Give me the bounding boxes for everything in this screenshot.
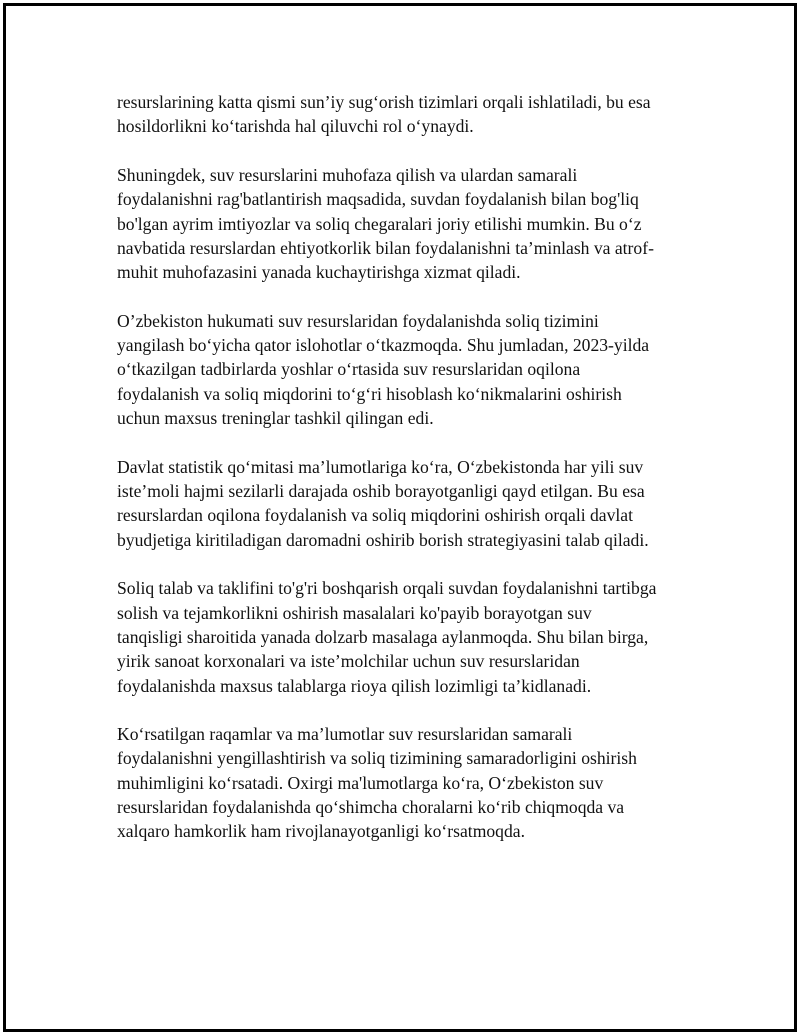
paragraph-6 [117, 722, 677, 843]
text-line: muhimligini ko‘rsatadi. Oxirgi ma'lumotlarga ko‘ra, O‘zbekiston suv [117, 772, 604, 793]
text-line: byudjetiga kiritiladigan daromadni oshirib borish strategiyasini talab qiladi. [117, 529, 649, 550]
paragraph-2 [117, 163, 677, 284]
text-line: tanqisligi sharoitida yanada dolzarb masalaga aylanmoqda. Shu bilan birga, [117, 626, 649, 647]
text-line: xalqaro hamkorlik ham rivojlanayotganligi ko‘rsatmoqda. [117, 821, 525, 842]
text-line: Ko‘rsatilgan raqamlar va ma’lumotlar suv resurslaridan samarali [117, 724, 573, 745]
paragraph-4 [117, 455, 677, 552]
text-line: foydalanishni yengillashtirish va soliq tizimining samaradorligini oshirish [117, 748, 637, 769]
paragraph-3 [117, 309, 677, 430]
text-line: foydalanish va soliq miqdorini to‘g‘ri hisoblash ko‘nikmalarini oshirish [117, 383, 622, 404]
paragraph-1 [117, 90, 677, 139]
text-line: foydalanishni rag'batlantirish maqsadida, suvdan foydalanish bilan bog'liq [117, 189, 639, 210]
text-line: Davlat statistik qo‘mitasi ma’lumotlariga ko‘ra, O‘zbekistonda har yili suv [117, 456, 644, 477]
text-line: solish va tejamkorlikni oshirish masalalari ko'payib borayotgan suv [117, 602, 592, 623]
document-body [117, 90, 677, 868]
text-line: uchun maxsus treninglar tashkil qilingan edi. [117, 408, 434, 429]
text-line: O’zbekiston hukumati suv resurslaridan foydalanishda soliq tizimini [117, 310, 599, 331]
text-line: yirik sanoat korxonalari va iste’molchilar uchun suv resurslaridan [117, 651, 580, 672]
text-line: resurslaridan foydalanishda qo‘shimcha choralarni ko‘rib chiqmoqda va [117, 797, 625, 818]
text-line: navbatida resurslardan ehtiyotkorlik bilan foydalanishni ta’minlash va atrof- [117, 237, 654, 258]
text-line: resurslarining katta qismi sun’iy sug‘orish tizimlari orqali ishlatiladi, bu esa [117, 92, 651, 112]
text-line: Shuningdek, suv resurslarini muhofaza qilish va ulardan samarali [117, 164, 578, 185]
text-line: bo'lgan ayrim imtiyozlar va soliq chegaralari joriy etilishi mumkin. Bu o‘z [117, 213, 642, 234]
text-line: o‘tkazilgan tadbirlarda yoshlar o‘rtasida suv resurslaridan oqilona [117, 359, 581, 380]
text-line: foydalanishda maxsus talablarga rioya qilish lozimligi ta’kidlanadi. [117, 675, 592, 696]
text-line: resurslardan oqilona foydalanish va soliq miqdorini oshirish orqali davlat [117, 505, 633, 526]
text-line: hosildorlikni ko‘tarishda hal qiluvchi rol o‘ynaydi. [117, 116, 474, 137]
paragraph-5 [117, 576, 677, 697]
text-line: Soliq talab va taklifini to'g'ri boshqarish orqali suvdan foydalanishni tartibga [117, 578, 657, 599]
text-line: iste’moli hajmi sezilarli darajada oshib borayotganligi qayd etilgan. Bu esa [117, 481, 645, 502]
text-line: yangilash bo‘yicha qator islohotlar o‘tkazmoqda. Shu jumladan, 2023-yilda [117, 335, 650, 356]
text-line: muhit muhofazasini yanada kuchaytirishga xizmat qiladi. [117, 262, 521, 283]
